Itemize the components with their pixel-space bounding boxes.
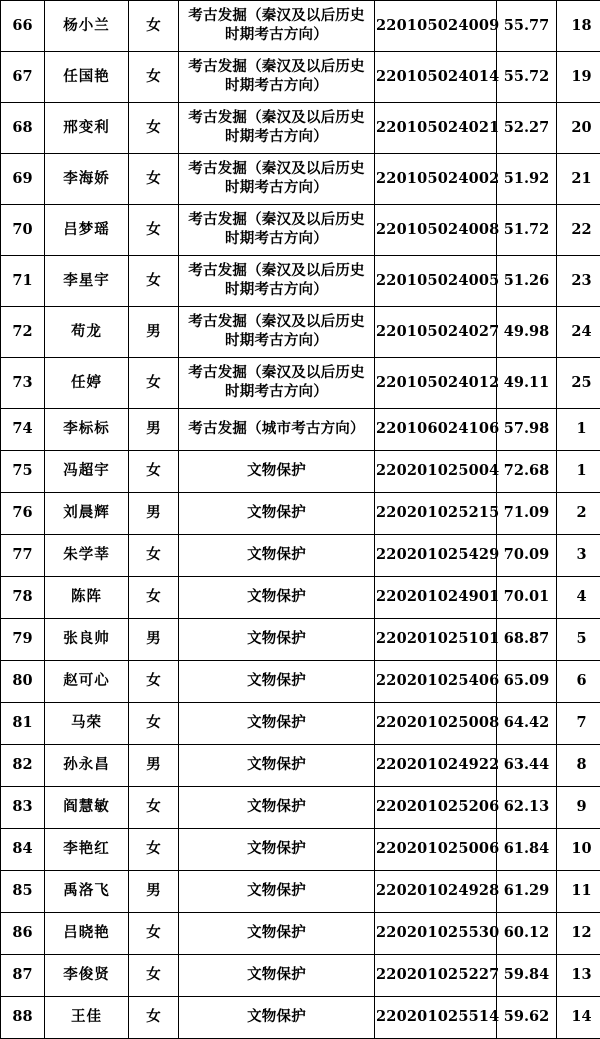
cell-name: 吕梦瑶: [45, 205, 129, 256]
cell-sex: 女: [129, 1, 179, 52]
cell-no: 83: [1, 787, 45, 829]
cell-score: 59.62: [497, 997, 557, 1039]
cell-no: 78: [1, 577, 45, 619]
cell-sex: 女: [129, 205, 179, 256]
cell-major: 文物保护: [179, 577, 375, 619]
cell-rank: 18: [557, 1, 600, 52]
cell-no: 88: [1, 997, 45, 1039]
table-body: [1, 1, 600, 1039]
cell-no: 74: [1, 409, 45, 451]
cell-name: 冯超宇: [45, 451, 129, 493]
cell-major: 文物保护: [179, 619, 375, 661]
cell-score: 52.27: [497, 103, 557, 154]
cell-id: 220201025206: [375, 787, 497, 829]
cell-score: 57.98: [497, 409, 557, 451]
cell-rank: 8: [557, 745, 600, 787]
cell-sex: 男: [129, 409, 179, 451]
cell-no: 70: [1, 205, 45, 256]
cell-id: 220201025429: [375, 535, 497, 577]
cell-name: 李艳红: [45, 829, 129, 871]
cell-rank: 13: [557, 955, 600, 997]
table-row: [1, 409, 600, 451]
cell-score: 61.84: [497, 829, 557, 871]
table-row: [1, 1, 600, 52]
cell-id: 220201024901: [375, 577, 497, 619]
cell-sex: 男: [129, 871, 179, 913]
cell-rank: 22: [557, 205, 600, 256]
cell-sex: 女: [129, 358, 179, 409]
table-row: [1, 493, 600, 535]
table-row: [1, 661, 600, 703]
cell-no: 69: [1, 154, 45, 205]
cell-sex: 女: [129, 997, 179, 1039]
cell-no: 87: [1, 955, 45, 997]
cell-id: 220105024009: [375, 1, 497, 52]
cell-no: 68: [1, 103, 45, 154]
cell-rank: 2: [557, 493, 600, 535]
cell-id: 220201025004: [375, 451, 497, 493]
cell-major: 文物保护: [179, 535, 375, 577]
cell-score: 65.09: [497, 661, 557, 703]
cell-major: 文物保护: [179, 493, 375, 535]
cell-id: 220201025406: [375, 661, 497, 703]
cell-rank: 1: [557, 451, 600, 493]
cell-score: 61.29: [497, 871, 557, 913]
cell-name: 张良帅: [45, 619, 129, 661]
cell-sex: 男: [129, 619, 179, 661]
cell-major: 考古发掘（秦汉及以后历史时期考古方向）: [179, 52, 375, 103]
cell-sex: 女: [129, 535, 179, 577]
cell-id: 220105024012: [375, 358, 497, 409]
cell-id: 220105024008: [375, 205, 497, 256]
cell-id: 220201025514: [375, 997, 497, 1039]
cell-score: 62.13: [497, 787, 557, 829]
cell-major: 文物保护: [179, 745, 375, 787]
table-row: [1, 829, 600, 871]
cell-sex: 女: [129, 256, 179, 307]
cell-no: 79: [1, 619, 45, 661]
cell-major: 考古发掘（城市考古方向）: [179, 409, 375, 451]
cell-sex: 女: [129, 154, 179, 205]
cell-name: 马荣: [45, 703, 129, 745]
cell-major: 考古发掘（秦汉及以后历史时期考古方向）: [179, 205, 375, 256]
cell-sex: 女: [129, 703, 179, 745]
cell-rank: 14: [557, 997, 600, 1039]
cell-name: 邢变利: [45, 103, 129, 154]
cell-score: 70.09: [497, 535, 557, 577]
cell-id: 220201024922: [375, 745, 497, 787]
cell-id: 220201025215: [375, 493, 497, 535]
cell-sex: 女: [129, 829, 179, 871]
cell-rank: 24: [557, 307, 600, 358]
cell-major: 文物保护: [179, 997, 375, 1039]
table-row: [1, 871, 600, 913]
cell-major: 文物保护: [179, 829, 375, 871]
cell-score: 51.26: [497, 256, 557, 307]
cell-name: 李海娇: [45, 154, 129, 205]
cell-score: 49.98: [497, 307, 557, 358]
cell-sex: 女: [129, 661, 179, 703]
cell-major: 考古发掘（秦汉及以后历史时期考古方向）: [179, 154, 375, 205]
cell-rank: 9: [557, 787, 600, 829]
cell-rank: 6: [557, 661, 600, 703]
cell-rank: 4: [557, 577, 600, 619]
cell-id: 220105024027: [375, 307, 497, 358]
cell-sex: 男: [129, 493, 179, 535]
cell-name: 王佳: [45, 997, 129, 1039]
cell-sex: 女: [129, 955, 179, 997]
cell-no: 73: [1, 358, 45, 409]
cell-name: 吕晓艳: [45, 913, 129, 955]
cell-no: 67: [1, 52, 45, 103]
cell-id: 220201025227: [375, 955, 497, 997]
cell-sex: 女: [129, 913, 179, 955]
cell-sex: 女: [129, 787, 179, 829]
cell-major: 考古发掘（秦汉及以后历史时期考古方向）: [179, 256, 375, 307]
cell-major: 考古发掘（秦汉及以后历史时期考古方向）: [179, 307, 375, 358]
cell-id: 220201024928: [375, 871, 497, 913]
cell-sex: 女: [129, 103, 179, 154]
table-row: [1, 913, 600, 955]
table-row: [1, 358, 600, 409]
cell-name: 李星宇: [45, 256, 129, 307]
cell-name: 阎慧敏: [45, 787, 129, 829]
cell-rank: 20: [557, 103, 600, 154]
cell-id: 220201025101: [375, 619, 497, 661]
cell-no: 66: [1, 1, 45, 52]
cell-rank: 5: [557, 619, 600, 661]
cell-major: 文物保护: [179, 871, 375, 913]
cell-name: 李俊贤: [45, 955, 129, 997]
cell-no: 82: [1, 745, 45, 787]
cell-score: 72.68: [497, 451, 557, 493]
table-row: [1, 745, 600, 787]
cell-major: 文物保护: [179, 451, 375, 493]
cell-name: 刘晨辉: [45, 493, 129, 535]
cell-score: 60.12: [497, 913, 557, 955]
table-row: [1, 577, 600, 619]
cell-major: 文物保护: [179, 787, 375, 829]
cell-no: 72: [1, 307, 45, 358]
cell-name: 孙永昌: [45, 745, 129, 787]
table-row: [1, 154, 600, 205]
cell-no: 86: [1, 913, 45, 955]
cell-score: 55.72: [497, 52, 557, 103]
cell-score: 64.42: [497, 703, 557, 745]
cell-name: 禹洛飞: [45, 871, 129, 913]
cell-name: 任婷: [45, 358, 129, 409]
cell-major: 文物保护: [179, 913, 375, 955]
cell-rank: 3: [557, 535, 600, 577]
cell-rank: 1: [557, 409, 600, 451]
cell-score: 51.92: [497, 154, 557, 205]
cell-no: 81: [1, 703, 45, 745]
cell-sex: 女: [129, 52, 179, 103]
cell-score: 51.72: [497, 205, 557, 256]
cell-score: 71.09: [497, 493, 557, 535]
cell-no: 71: [1, 256, 45, 307]
table-row: [1, 256, 600, 307]
cell-rank: 25: [557, 358, 600, 409]
cell-major: 考古发掘（秦汉及以后历史时期考古方向）: [179, 103, 375, 154]
cell-no: 77: [1, 535, 45, 577]
cell-sex: 男: [129, 307, 179, 358]
cell-name: 赵可心: [45, 661, 129, 703]
cell-no: 84: [1, 829, 45, 871]
cell-rank: 19: [557, 52, 600, 103]
cell-id: 220105024014: [375, 52, 497, 103]
cell-name: 任国艳: [45, 52, 129, 103]
cell-major: 考古发掘（秦汉及以后历史时期考古方向）: [179, 358, 375, 409]
cell-name: 陈阵: [45, 577, 129, 619]
cell-score: 59.84: [497, 955, 557, 997]
cell-major: 文物保护: [179, 661, 375, 703]
table-row: [1, 307, 600, 358]
cell-name: 苟龙: [45, 307, 129, 358]
cell-rank: 11: [557, 871, 600, 913]
cell-score: 63.44: [497, 745, 557, 787]
cell-id: 220201025530: [375, 913, 497, 955]
cell-sex: 女: [129, 577, 179, 619]
cell-score: 68.87: [497, 619, 557, 661]
cell-major: 文物保护: [179, 703, 375, 745]
cell-score: 49.11: [497, 358, 557, 409]
table-row: [1, 535, 600, 577]
cell-rank: 7: [557, 703, 600, 745]
cell-rank: 12: [557, 913, 600, 955]
cell-sex: 女: [129, 451, 179, 493]
cell-name: 朱学莘: [45, 535, 129, 577]
table-row: [1, 103, 600, 154]
cell-no: 85: [1, 871, 45, 913]
cell-score: 70.01: [497, 577, 557, 619]
table-row: [1, 205, 600, 256]
table-row: [1, 787, 600, 829]
cell-id: 220201025008: [375, 703, 497, 745]
cell-score: 55.77: [497, 1, 557, 52]
cell-name: 杨小兰: [45, 1, 129, 52]
table-row: [1, 703, 600, 745]
cell-name: 李标标: [45, 409, 129, 451]
cell-id: 220105024021: [375, 103, 497, 154]
table-row: [1, 451, 600, 493]
cell-rank: 23: [557, 256, 600, 307]
table-row: [1, 955, 600, 997]
cell-no: 76: [1, 493, 45, 535]
cell-id: 220201025006: [375, 829, 497, 871]
table-row: [1, 52, 600, 103]
cell-rank: 21: [557, 154, 600, 205]
cell-no: 75: [1, 451, 45, 493]
cell-id: 220106024106: [375, 409, 497, 451]
cell-sex: 男: [129, 745, 179, 787]
cell-no: 80: [1, 661, 45, 703]
cell-id: 220105024005: [375, 256, 497, 307]
cell-major: 考古发掘（秦汉及以后历史时期考古方向）: [179, 1, 375, 52]
table-row: [1, 619, 600, 661]
cell-major: 文物保护: [179, 955, 375, 997]
cell-rank: 10: [557, 829, 600, 871]
table-row: [1, 997, 600, 1039]
cell-id: 220105024002: [375, 154, 497, 205]
